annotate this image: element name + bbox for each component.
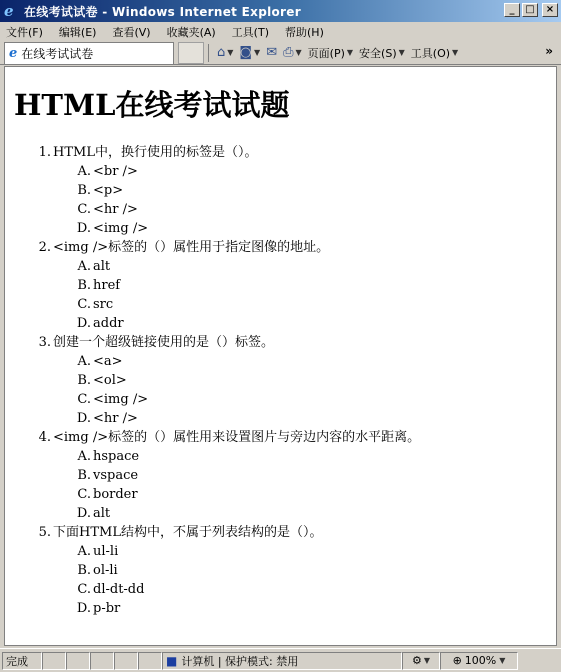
option-letter: C. [77, 487, 91, 502]
ie-logo-icon: e [4, 2, 14, 20]
option-list [76, 162, 556, 238]
option-letter: A. [77, 164, 91, 179]
tools-menu-label: 工具(O) [410, 46, 451, 60]
option-item [77, 352, 556, 371]
status-cell-empty [42, 652, 66, 670]
option-text: src [93, 297, 114, 312]
option-letter: B. [77, 278, 91, 293]
rss-icon: ◙ [239, 45, 253, 60]
option-letter: C. [77, 202, 91, 217]
menu-favorites[interactable]: 收藏夹(A) [166, 25, 216, 39]
option-item [76, 599, 556, 618]
new-tab-button[interactable] [178, 42, 204, 64]
printer-icon: ⎙ [283, 45, 294, 60]
option-item [76, 409, 556, 428]
chevron-down-icon: ▼ [254, 48, 261, 57]
option-letter: D. [76, 506, 91, 521]
option-text: alt [93, 259, 111, 274]
option-text: p-br [93, 601, 121, 616]
option-letter: B. [77, 183, 91, 198]
option-letter: D. [76, 601, 91, 616]
question-4 [38, 428, 556, 523]
print-button[interactable] [283, 45, 302, 60]
question-number: 2. [38, 240, 51, 255]
computer-icon: ■ [166, 653, 178, 668]
status-cell-empty [114, 652, 138, 670]
option-text: <hr /> [93, 202, 138, 217]
option-list [76, 352, 556, 428]
option-letter: C. [77, 297, 91, 312]
option-letter: D. [76, 316, 91, 331]
page-content [4, 66, 557, 646]
title-bar[interactable] [0, 0, 561, 22]
ie-page-icon: e [9, 45, 18, 61]
option-letter: B. [77, 468, 91, 483]
option-item [77, 371, 556, 390]
home-button[interactable] [217, 45, 233, 60]
chevron-down-icon: ▼ [295, 48, 302, 57]
security-zone[interactable] [162, 652, 402, 670]
question-3 [38, 333, 556, 428]
option-text: ul-li [93, 544, 119, 559]
security-zone-label: 计算机 | 保护模式: 禁用 [181, 654, 299, 668]
option-item [76, 314, 556, 333]
option-text: <a> [93, 354, 123, 369]
question-text: <img />标签的（）属性用于指定图像的地址。 [53, 240, 330, 255]
option-text: <img /> [93, 221, 149, 236]
option-item [76, 219, 556, 238]
question-text: 创建一个超级链接使用的是（）标签。 [53, 335, 275, 350]
status-bar [0, 648, 561, 672]
question-1 [38, 143, 556, 238]
option-text: <p> [93, 183, 124, 198]
status-cell-empty [66, 652, 90, 670]
option-text: hspace [93, 449, 140, 464]
question-list [38, 143, 556, 618]
option-letter: A. [77, 259, 91, 274]
option-item [77, 276, 556, 295]
more-commands-button[interactable]: » [545, 44, 553, 58]
question-number: 4. [38, 430, 51, 445]
zoom-level: 100% [464, 654, 497, 667]
option-list [76, 542, 556, 618]
option-item [77, 542, 556, 561]
question-number: 3. [38, 335, 51, 350]
tab-command-bar [0, 41, 561, 65]
option-letter: A. [77, 354, 91, 369]
safety-menu-button[interactable] [359, 45, 405, 61]
chevron-down-icon: ▼ [398, 48, 405, 57]
menu-help[interactable]: 帮助(H) [285, 25, 324, 39]
option-item [77, 162, 556, 181]
option-letter: D. [76, 221, 91, 236]
option-item [77, 181, 556, 200]
page-menu-button[interactable] [308, 45, 353, 61]
option-item [77, 485, 556, 504]
option-item [77, 200, 556, 219]
option-text: <hr /> [93, 411, 138, 426]
question-text: <img />标签的（）属性用来设置图片与旁边内容的水平距离。 [53, 430, 421, 445]
option-text: border [93, 487, 138, 502]
option-letter: A. [77, 544, 91, 559]
feeds-button[interactable] [239, 45, 260, 60]
status-cell-empty [90, 652, 114, 670]
option-item [77, 390, 556, 409]
option-text: vspace [93, 468, 139, 483]
option-letter: C. [77, 392, 91, 407]
option-text: <img /> [93, 392, 149, 407]
chevron-down-icon: ▼ [346, 48, 354, 57]
settings-icon: ⚙ [411, 654, 422, 667]
status-cell-empty [138, 652, 162, 670]
option-text: alt [93, 506, 111, 521]
mail-icon: ✉ [266, 45, 278, 60]
option-letter: B. [77, 563, 91, 578]
option-text: <br /> [93, 164, 138, 179]
page-heading: HTML在线考试试题 [14, 88, 290, 122]
menu-view[interactable]: 查看(V) [112, 25, 151, 39]
chevron-down-icon: ▼ [499, 656, 506, 665]
safety-menu-label: 安全(S) [359, 46, 397, 60]
option-letter: B. [77, 373, 91, 388]
home-icon: ⌂ [217, 45, 226, 60]
minimize-button[interactable]: _ [504, 3, 520, 17]
option-item [77, 466, 556, 485]
menu-file[interactable]: 文件(F) [6, 25, 43, 39]
option-letter: D. [76, 411, 91, 426]
question-text: 下面HTML结构中，不属于列表结构的是（）。 [53, 525, 323, 540]
question-number: 1. [38, 145, 51, 160]
option-item [76, 504, 556, 523]
option-text: dl-dt-dd [93, 582, 145, 597]
chevron-down-icon: ▼ [227, 48, 234, 57]
chevron-down-icon: ▼ [423, 656, 431, 665]
option-list [76, 257, 556, 333]
page-menu-label: 页面(P) [307, 46, 345, 60]
tab-label: 在线考试试卷 [21, 46, 94, 61]
zoom-icon: ⊕ [452, 654, 462, 667]
question-text: HTML中，换行使用的标签是（）。 [53, 145, 258, 160]
settings-button[interactable] [402, 652, 440, 670]
option-text: href [93, 278, 121, 293]
question-number: 5. [38, 525, 51, 540]
option-letter: C. [77, 582, 91, 597]
mail-button[interactable] [266, 45, 277, 60]
window-title: 在线考试试卷 - Windows Internet Explorer [24, 4, 301, 19]
option-item [77, 447, 556, 466]
status-text: 完成 [2, 652, 42, 670]
option-letter: A. [77, 449, 91, 464]
chevron-down-icon: ▼ [452, 48, 459, 57]
option-item [77, 257, 556, 276]
tab-exam[interactable] [4, 42, 174, 64]
question-2 [38, 238, 556, 333]
option-item [77, 295, 556, 314]
menu-edit[interactable]: 编辑(E) [58, 25, 97, 39]
zoom-button[interactable] [440, 652, 518, 670]
command-bar [217, 45, 458, 61]
option-text: addr [93, 316, 124, 331]
tools-menu-button[interactable] [411, 45, 458, 61]
maximize-button[interactable]: □ [522, 3, 538, 17]
question-5 [38, 523, 556, 618]
option-text: ol-li [93, 563, 118, 578]
separator [208, 44, 209, 62]
menu-tools[interactable]: 工具(T) [231, 25, 269, 39]
option-list [76, 447, 556, 523]
window-controls [504, 3, 558, 17]
option-item [77, 561, 556, 580]
close-button[interactable]: × [542, 3, 558, 17]
option-item [77, 580, 556, 599]
option-text: <ol> [93, 373, 127, 388]
menu-bar [0, 22, 561, 41]
